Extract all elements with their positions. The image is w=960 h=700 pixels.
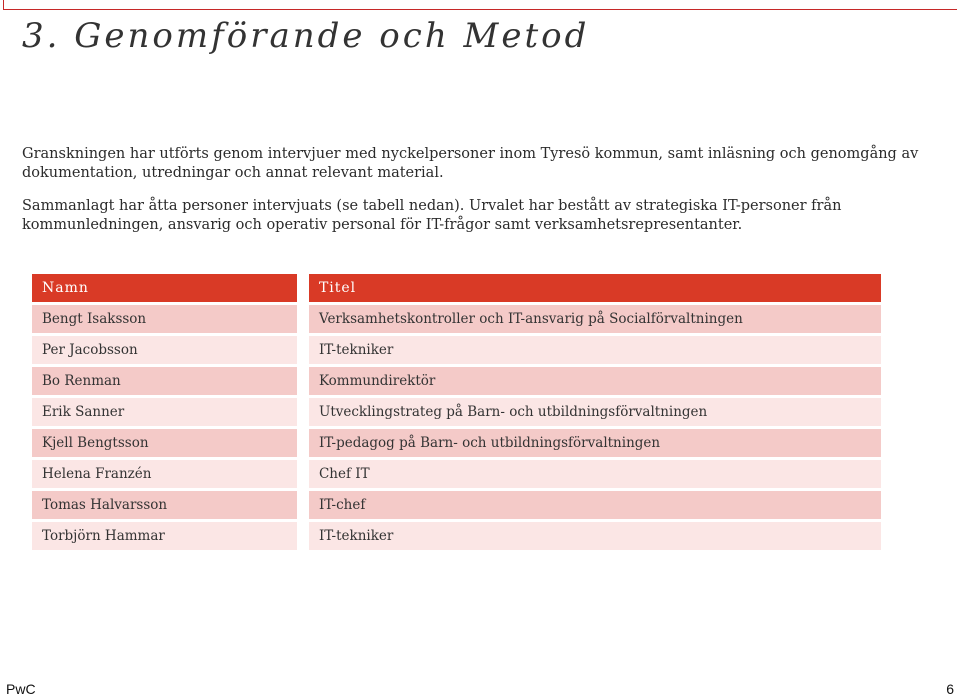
selection-paragraph (22, 197, 952, 235)
table-row (32, 336, 881, 364)
table-row (32, 429, 881, 457)
interviewee-table (32, 271, 881, 553)
column-header-name: Namn (32, 274, 297, 302)
cell-title: Utvecklingstrateg på Barn- och utbildningsförvaltningen (309, 398, 881, 426)
column-gap (297, 367, 309, 395)
table-row (32, 491, 881, 519)
column-gap (297, 274, 309, 302)
column-gap (297, 429, 309, 457)
selection-sentence: Urvalet har bestått av strategiska IT-personer från kommunledningen, ansvarig och operativ personal för IT-frågor samt verksamhetsrepresentanter. (22, 198, 842, 233)
cell-title: Kommundirektör (309, 367, 881, 395)
cell-name: Bengt Isaksson (32, 305, 297, 333)
column-gap (297, 460, 309, 488)
column-gap (297, 491, 309, 519)
column-gap (297, 522, 309, 550)
column-gap (297, 305, 309, 333)
cell-title: Chef IT (309, 460, 881, 488)
cell-name: Torbjörn Hammar (32, 522, 297, 550)
cell-title: IT-chef (309, 491, 881, 519)
slide-corner-mark (0, 0, 960, 10)
cell-name: Tomas Halvarsson (32, 491, 297, 519)
column-gap (297, 336, 309, 364)
cell-title: IT-tekniker (309, 522, 881, 550)
cell-name: Bo Renman (32, 367, 297, 395)
cell-name: Helena Franzén (32, 460, 297, 488)
table-row (32, 367, 881, 395)
cell-title: IT-pedagog på Barn- och utbildningsförvaltningen (309, 429, 881, 457)
cell-name: Erik Sanner (32, 398, 297, 426)
intro-paragraph: Granskningen har utförts genom intervjuer med nyckelpersoner inom Tyresö kommun, samt inläsning och genomgång av dokumentation, utredningar och annat relevant material. (22, 146, 919, 181)
table-row (32, 460, 881, 488)
cell-name: Per Jacobsson (32, 336, 297, 364)
column-header-title: Titel (309, 274, 881, 302)
footer-brand: PwC (6, 681, 36, 697)
page-number: 6 (946, 681, 954, 697)
interview-count-sentence: Sammanlagt har åtta personer intervjuats (se tabell nedan). (22, 198, 465, 214)
table-row (32, 398, 881, 426)
cell-title: IT-tekniker (309, 336, 881, 364)
column-gap (297, 398, 309, 426)
slide-title: 3. Genomförande och Metod (22, 16, 590, 56)
cell-title: Verksamhetskontroller och IT-ansvarig på Socialförvaltningen (309, 305, 881, 333)
cell-name: Kjell Bengtsson (32, 429, 297, 457)
table-row (32, 522, 881, 550)
table-header-row (32, 274, 881, 302)
table-row (32, 305, 881, 333)
